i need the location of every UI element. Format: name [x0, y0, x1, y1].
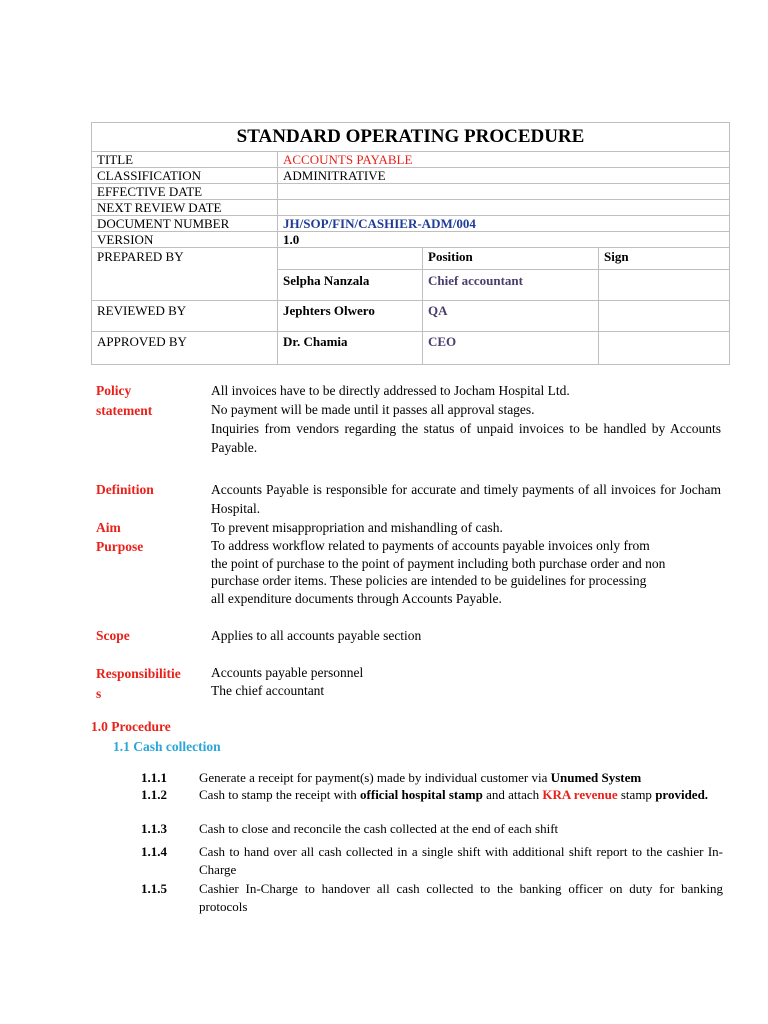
responsibilities-section — [96, 664, 724, 704]
scope-section — [96, 626, 724, 646]
row-value-version: 1.0 — [278, 232, 730, 248]
scope-label: Scope — [96, 628, 130, 643]
definition-section — [96, 480, 724, 520]
sop-header-table — [91, 122, 730, 365]
reviewed-position: QA — [423, 301, 599, 332]
responsibilities-label-line1: Responsibilitie — [96, 666, 181, 681]
row-label-version: VERSION — [92, 232, 278, 248]
cash-collection-subheading: 1.1 Cash collection — [113, 739, 221, 754]
responsibility-line: The chief accountant — [211, 683, 325, 698]
row-label-title: TITLE — [92, 152, 278, 168]
reviewed-sign — [599, 301, 730, 332]
sign-header: Sign — [599, 248, 730, 270]
procedure-item-1-1-3 — [141, 820, 725, 838]
item-text-red: KRA revenue — [542, 787, 618, 802]
item-text-bold: provided. — [655, 787, 709, 802]
purpose-line: To address workflow related to payments of accounts payable invoices only from — [211, 538, 650, 553]
item-number: 1.1.1 — [141, 770, 167, 785]
reviewed-name: Jephters Olwero — [278, 301, 423, 332]
policy-label — [96, 381, 204, 421]
item-text-bold: Unumed System — [550, 770, 642, 785]
policy-text — [211, 381, 721, 457]
policy-section — [96, 381, 724, 461]
purpose-line: all expenditure documents through Accounts Payable. — [211, 590, 502, 606]
purpose-section — [96, 537, 724, 613]
prepared-name: Selpha Nanzala — [278, 270, 423, 301]
row-value-effective-date — [278, 184, 730, 200]
scope-text: Applies to all accounts payable section — [211, 628, 422, 643]
row-value-document-number: JH/SOP/FIN/CASHIER-ADM/004 — [278, 216, 730, 232]
item-text-part: Generate a receipt for payment(s) made by individual customer via — [199, 770, 551, 785]
procedure-heading: 1.0 Procedure — [91, 719, 171, 734]
item-text: Cashier In-Charge to handover all cash collected to the banking officer on duty for banking protocols — [199, 881, 723, 914]
procedure-item-1-1-5 — [141, 880, 725, 916]
approved-position: CEO — [423, 332, 599, 365]
item-number: 1.1.3 — [141, 821, 167, 836]
procedure-item-1-1-2 — [141, 786, 725, 822]
item-number: 1.1.4 — [141, 844, 167, 859]
item-text — [199, 769, 723, 787]
purpose-line: purchase order items. These policies are intended to be guidelines for processing — [211, 573, 647, 588]
policy-line: All invoices have to be directly addressed to Jocham Hospital Ltd. — [211, 383, 570, 398]
aim-label: Aim — [96, 520, 121, 535]
item-number: 1.1.5 — [141, 881, 167, 896]
responsibilities-label — [96, 664, 204, 704]
responsibilities-text — [211, 664, 721, 700]
prepared-empty-cell — [278, 248, 423, 270]
prepared-by-label: PREPARED BY — [92, 248, 278, 301]
reviewed-by-label: REVIEWED BY — [92, 301, 278, 332]
purpose-label: Purpose — [96, 539, 144, 554]
approved-name: Dr. Chamia — [278, 332, 423, 365]
item-text-part: and attach — [482, 787, 543, 802]
aim-text: To prevent misappropriation and mishandling of cash. — [211, 520, 503, 535]
policy-line: No payment will be made until it passes all approval stages. — [211, 402, 535, 417]
definition-label: Definition — [96, 482, 154, 497]
row-value-next-review-date — [278, 200, 730, 216]
row-label-effective-date: EFFECTIVE DATE — [92, 184, 278, 200]
policy-label-line1: Policy — [96, 383, 132, 398]
row-label-next-review-date: NEXT REVIEW DATE — [92, 200, 278, 216]
approved-sign — [599, 332, 730, 365]
prepared-sign — [599, 270, 730, 301]
row-value-title: ACCOUNTS PAYABLE — [278, 152, 730, 168]
item-number: 1.1.2 — [141, 787, 167, 802]
prepared-position: Chief accountant — [423, 270, 599, 301]
item-text: Cash to close and reconcile the cash collected at the end of each shift — [199, 821, 559, 836]
row-label-classification: CLASSIFICATION — [92, 168, 278, 184]
purpose-text — [211, 537, 721, 607]
responsibilities-label-line2: s — [96, 686, 102, 701]
row-value-classification: ADMINITRATIVE — [278, 168, 730, 184]
policy-line: Inquiries from vendors regarding the status of unpaid invoices to be handled by Accounts Payable. — [211, 421, 721, 455]
item-text: Cash to hand over all cash collected in a single shift with additional shift report to the cashier In-Charge — [199, 844, 723, 877]
definition-text: Accounts Payable is responsible for accurate and timely payments of all invoices for Jocham Hospital. — [211, 482, 721, 516]
row-label-document-number: DOCUMENT NUMBER — [92, 216, 278, 232]
position-header: Position — [423, 248, 599, 270]
aim-section — [96, 518, 724, 538]
item-text — [199, 786, 723, 804]
procedure-item-1-1-4 — [141, 843, 725, 879]
sop-title: STANDARD OPERATING PROCEDURE — [92, 123, 730, 152]
item-text-part: stamp — [617, 787, 656, 802]
purpose-line: the point of purchase to the point of payment including both purchase order and non — [211, 555, 666, 571]
item-text-bold: official hospital stamp — [360, 787, 483, 802]
policy-label-line2: statement — [96, 403, 153, 418]
item-text-part: Cash to stamp the receipt with — [199, 787, 361, 802]
responsibility-line: Accounts payable personnel — [211, 665, 364, 680]
approved-by-label: APPROVED BY — [92, 332, 278, 365]
procedure-item-1-1-1 — [141, 769, 725, 787]
